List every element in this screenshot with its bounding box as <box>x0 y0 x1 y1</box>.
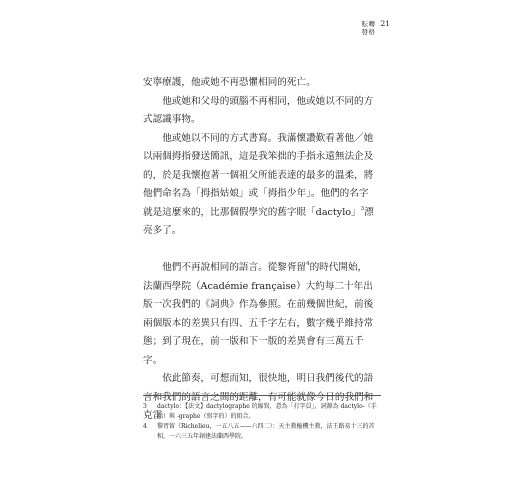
paragraph-4 <box>143 259 376 370</box>
paragraph-5: 依此節奏，可想而知，很快地，明日我們後代的語言和我們的語言之間的距離，有可能就像今日的我們和克雷 <box>143 373 374 421</box>
body-text <box>143 74 376 426</box>
footnote-text: dactylo：【法文】dactylographe 的縮寫，意為「打字員」，詞源為 dactylo-（手指）與 -graphe（寫字的）的組合。 <box>157 403 377 420</box>
paragraph-3-text-end: 漂亮多了。 <box>143 206 374 236</box>
footnote-ref-4[interactable]: 4 <box>306 261 310 267</box>
running-head <box>361 20 390 36</box>
running-head-line-1: 転轉 <box>361 20 376 28</box>
footnote-item <box>143 402 381 422</box>
paragraph-4-text-end: 的時代開始，法蘭西學院（Académie française）大約每二十年出版一次我們的《詞典》作為參照。在前幾個世紀，前後兩個版本的差異只有四、五千字左右，數字幾乎維持常態；到了現在，前一版和下一版的差異會有三萬五千字。 <box>143 262 374 366</box>
running-head-title <box>361 20 375 36</box>
footnote-item <box>143 422 381 442</box>
paragraph-3 <box>143 130 376 241</box>
footnote-text: 黎胥留（Richelieu，一五八五——六四二）：天主教樞機主教，法王路易十三的首相，一六三五年創建法蘭西學院。 <box>157 423 375 440</box>
footnote-ref-3[interactable]: 3 <box>360 205 365 212</box>
footnote-number: 4 <box>143 423 147 430</box>
paragraph-4-text: 他們不再說相同的語言。從黎胥留 <box>162 262 307 273</box>
running-head-line-2: 發格 <box>361 28 376 36</box>
page-number: 21 <box>380 19 390 28</box>
paragraph-2: 他或她和父母的頭腦不再相同，他或她以不同的方式認識事物。 <box>143 95 374 125</box>
paragraph-1: 安寧療護，他或她不再恐懼相同的死亡。 <box>143 77 316 88</box>
footnotes <box>143 395 381 442</box>
footnote-number: 3 <box>143 403 147 410</box>
paragraph-3-text: 他或她以不同的方式書寫。我滿懷讚歎看著他／她以兩個拇指發送簡訊，這是我笨拙的手指永遠無法企及的，於是我懷抱著一個祖父所能表達的最多的溫柔，將他們命名為「拇指姑娘」或「拇指少年」。他們的名字就是這麼來的，比那個假學究的舊字眼「dactylo」 <box>143 132 374 218</box>
